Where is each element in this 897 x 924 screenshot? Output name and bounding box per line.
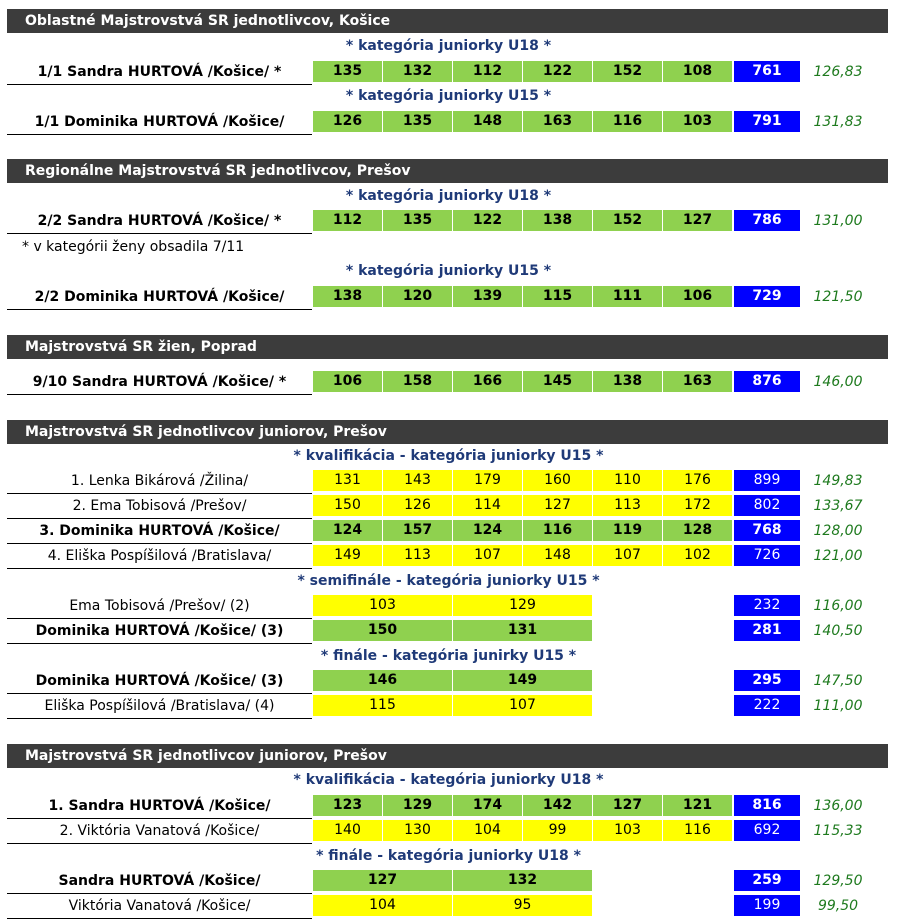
- total-score: 692: [734, 820, 800, 841]
- player-name: 1/1 Sandra HURTOVÁ /Košice/ *: [7, 60, 312, 85]
- category-subheading: * kvalifikácia - kategória juniorky U15 *: [293, 448, 604, 464]
- average-score: 121,50: [813, 289, 863, 305]
- game-score: 163: [523, 111, 592, 132]
- player-name: 2/2 Sandra HURTOVÁ /Košice/ *: [7, 209, 312, 234]
- game-score: 152: [593, 61, 662, 82]
- game-score: 127: [593, 795, 662, 816]
- player-name: 2. Ema Tobisová /Prešov/: [7, 494, 312, 519]
- player-name: 2/2 Dominika HURTOVÁ /Košice/: [7, 285, 312, 310]
- table-row: [0, 894, 897, 919]
- game-score: 139: [453, 286, 522, 307]
- game-score: 148: [453, 111, 522, 132]
- average-score: 140,50: [813, 623, 863, 639]
- table-row: [0, 285, 897, 310]
- game-score: 157: [383, 520, 452, 541]
- average-score: 111,00: [813, 698, 863, 714]
- game-score: 104: [313, 895, 452, 916]
- game-score: 176: [663, 470, 732, 491]
- table-row: [0, 209, 897, 234]
- category-subheading: * kategória juniorky U18 *: [345, 188, 552, 204]
- game-score: 103: [593, 820, 662, 841]
- note-text: * v kategórii ženy obsadila 7/11: [22, 239, 245, 255]
- game-score: 131: [313, 470, 382, 491]
- total-score: 816: [734, 795, 800, 816]
- game-score: 129: [383, 795, 452, 816]
- average-score: 121,00: [813, 548, 863, 564]
- game-score: 107: [453, 545, 522, 566]
- table-row: [0, 60, 897, 85]
- game-score: 127: [663, 210, 732, 231]
- game-score: 142: [523, 795, 592, 816]
- total-score: 259: [734, 870, 800, 891]
- average-score: 136,00: [813, 798, 863, 814]
- game-score: 124: [313, 520, 382, 541]
- game-score: 148: [523, 545, 592, 566]
- game-score: 112: [313, 210, 382, 231]
- game-score: 138: [593, 371, 662, 392]
- player-name: 4. Eliška Pospíšilová /Bratislava/: [7, 544, 312, 569]
- total-score: 232: [734, 595, 800, 616]
- table-row: [0, 494, 897, 519]
- game-score: 111: [593, 286, 662, 307]
- game-score: 107: [593, 545, 662, 566]
- total-score: 899: [734, 470, 800, 491]
- game-score: 140: [313, 820, 382, 841]
- total-score: 786: [734, 210, 800, 231]
- game-score: 126: [383, 495, 452, 516]
- section-title: Majstrovstvá SR jednotlivcov juniorov, Prešov: [7, 744, 888, 768]
- game-score: 149: [313, 545, 382, 566]
- average-score: 116,00: [813, 598, 863, 614]
- game-score: 127: [523, 495, 592, 516]
- player-name: 1. Lenka Bikárová /Žilina/: [7, 469, 312, 494]
- game-score: 135: [383, 210, 452, 231]
- table-row: [0, 819, 897, 844]
- game-score: 126: [313, 111, 382, 132]
- table-row: [0, 869, 897, 894]
- average-score: 133,67: [813, 498, 863, 514]
- table-row: [0, 544, 897, 569]
- game-score: 158: [383, 371, 452, 392]
- game-score: 160: [523, 470, 592, 491]
- game-score: 108: [663, 61, 732, 82]
- player-name: 9/10 Sandra HURTOVÁ /Košice/ *: [7, 370, 312, 395]
- game-score: 106: [663, 286, 732, 307]
- table-row: [0, 469, 897, 494]
- category-subheading: * finále - kategória juniorky U18 *: [316, 848, 581, 864]
- player-name: Dominika HURTOVÁ /Košice/ (3): [7, 669, 312, 694]
- category-subheading: * kategória juniorky U15 *: [345, 263, 552, 279]
- total-score: 726: [734, 545, 800, 566]
- average-score: 126,83: [813, 64, 863, 80]
- game-score: 95: [453, 895, 592, 916]
- player-name: 2. Viktória Vanatová /Košice/: [7, 819, 312, 844]
- player-name: Sandra HURTOVÁ /Košice/: [7, 869, 312, 894]
- category-subheading: * semifinále - kategória juniorky U15 *: [297, 573, 600, 589]
- game-score: 143: [383, 470, 452, 491]
- total-score: 199: [734, 895, 800, 916]
- game-score: 122: [523, 61, 592, 82]
- game-score: 123: [313, 795, 382, 816]
- section-title: Majstrovstvá SR žien, Poprad: [7, 335, 888, 359]
- section-title: Majstrovstvá SR jednotlivcov juniorov, Prešov: [7, 420, 888, 444]
- game-score: 145: [523, 371, 592, 392]
- game-score: 150: [313, 620, 452, 641]
- game-score: 132: [383, 61, 452, 82]
- game-score: 149: [453, 670, 592, 691]
- player-name: Eliška Pospíšilová /Bratislava/ (4): [7, 694, 312, 719]
- table-row: [0, 110, 897, 135]
- game-score: 104: [453, 820, 522, 841]
- game-score: 120: [383, 286, 452, 307]
- game-score: 129: [453, 595, 592, 616]
- player-name: Ema Tobisová /Prešov/ (2): [7, 594, 312, 619]
- game-score: 131: [453, 620, 592, 641]
- game-score: 116: [663, 820, 732, 841]
- game-score: 122: [453, 210, 522, 231]
- game-score: 127: [313, 870, 452, 891]
- game-score: 115: [313, 695, 452, 716]
- game-score: 103: [663, 111, 732, 132]
- player-name: 3. Dominika HURTOVÁ /Košice/: [7, 519, 312, 544]
- total-score: 791: [734, 111, 800, 132]
- table-row: [0, 594, 897, 619]
- game-score: 119: [593, 520, 662, 541]
- total-score: 222: [734, 695, 800, 716]
- total-score: 802: [734, 495, 800, 516]
- game-score: 132: [453, 870, 592, 891]
- game-score: 106: [313, 371, 382, 392]
- game-score: 130: [383, 820, 452, 841]
- game-score: 128: [663, 520, 732, 541]
- table-row: [0, 370, 897, 395]
- game-score: 116: [593, 111, 662, 132]
- game-score: 179: [453, 470, 522, 491]
- game-score: 121: [663, 795, 732, 816]
- player-name: 1. Sandra HURTOVÁ /Košice/: [7, 794, 312, 819]
- game-score: 99: [523, 820, 592, 841]
- average-score: 131,83: [813, 114, 863, 130]
- game-score: 113: [593, 495, 662, 516]
- game-score: 116: [523, 520, 592, 541]
- game-score: 152: [593, 210, 662, 231]
- section-title: Oblastné Majstrovstvá SR jednotlivcov, Košice: [7, 9, 888, 33]
- total-score: 729: [734, 286, 800, 307]
- table-row: [0, 794, 897, 819]
- game-score: 138: [313, 286, 382, 307]
- game-score: 107: [453, 695, 592, 716]
- average-score: 129,50: [813, 873, 863, 889]
- player-name: 1/1 Dominika HURTOVÁ /Košice/: [7, 110, 312, 135]
- game-score: 150: [313, 495, 382, 516]
- game-score: 166: [453, 371, 522, 392]
- average-score: 128,00: [813, 523, 863, 539]
- total-score: 295: [734, 670, 800, 691]
- average-score: 146,00: [813, 374, 863, 390]
- game-score: 135: [313, 61, 382, 82]
- game-score: 112: [453, 61, 522, 82]
- game-score: 114: [453, 495, 522, 516]
- game-score: 146: [313, 670, 452, 691]
- game-score: 103: [313, 595, 452, 616]
- table-row: [0, 519, 897, 544]
- total-score: 876: [734, 371, 800, 392]
- game-score: 124: [453, 520, 522, 541]
- total-score: 768: [734, 520, 800, 541]
- game-score: 102: [663, 545, 732, 566]
- average-score: 131,00: [813, 213, 863, 229]
- category-subheading: * finále - kategória junirky U15 *: [320, 648, 577, 664]
- table-row: [0, 694, 897, 719]
- player-name: Viktória Vanatová /Košice/: [7, 894, 312, 919]
- game-score: 138: [523, 210, 592, 231]
- section-title: Regionálne Majstrovstvá SR jednotlivcov, Prešov: [7, 159, 888, 183]
- game-score: 113: [383, 545, 452, 566]
- player-name: Dominika HURTOVÁ /Košice/ (3): [7, 619, 312, 644]
- game-score: 115: [523, 286, 592, 307]
- game-score: 163: [663, 371, 732, 392]
- average-score: 149,83: [813, 473, 863, 489]
- total-score: 281: [734, 620, 800, 641]
- average-score: 147,50: [813, 673, 863, 689]
- average-score: 99,50: [817, 898, 859, 914]
- category-subheading: * kategória juniorky U15 *: [345, 88, 552, 104]
- table-row: [0, 619, 897, 644]
- average-score: 115,33: [813, 823, 863, 839]
- total-score: 761: [734, 61, 800, 82]
- category-subheading: * kvalifikácia - kategória juniorky U18 *: [293, 772, 604, 788]
- game-score: 135: [383, 111, 452, 132]
- game-score: 172: [663, 495, 732, 516]
- category-subheading: * kategória juniorky U18 *: [345, 38, 552, 54]
- game-score: 110: [593, 470, 662, 491]
- game-score: 174: [453, 795, 522, 816]
- table-row: [0, 669, 897, 694]
